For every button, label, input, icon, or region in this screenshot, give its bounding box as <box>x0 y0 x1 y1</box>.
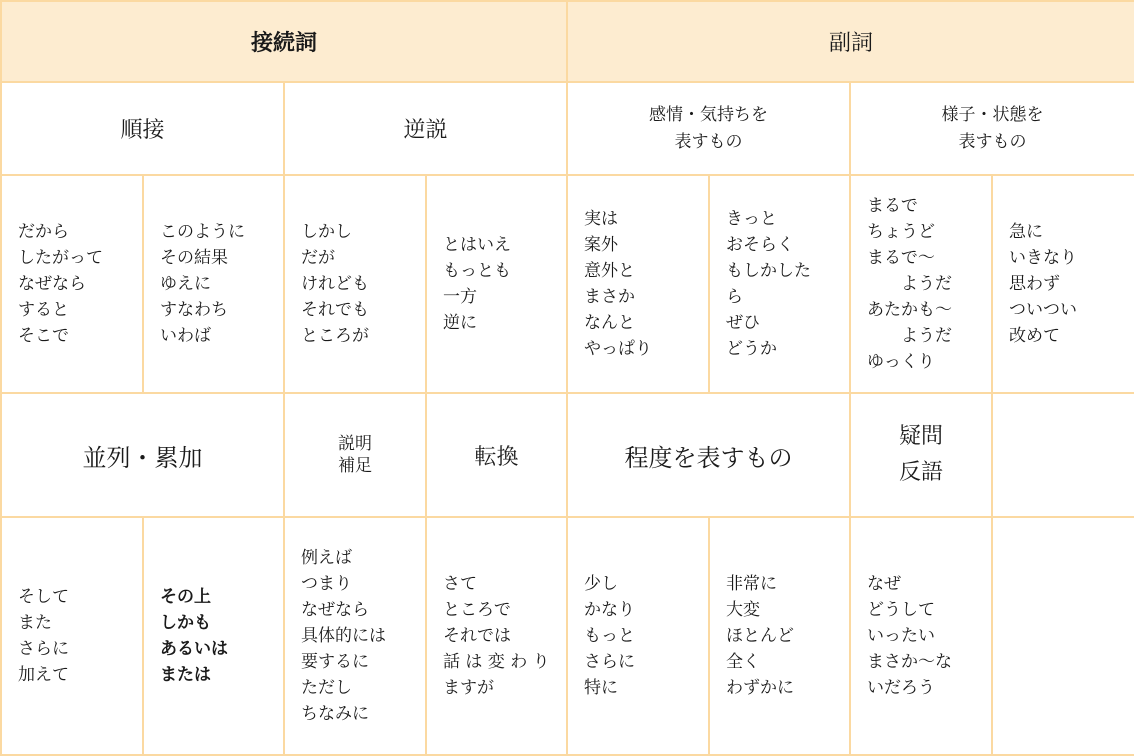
word-item: それでも <box>301 300 369 320</box>
word-item: つまり <box>301 574 352 594</box>
word-item: ただし <box>301 678 352 698</box>
word-item: まさか～な <box>867 652 953 672</box>
gimon-header-line1: 疑問 <box>899 424 944 449</box>
word-item: なぜなら <box>18 274 86 294</box>
setsumei-header <box>284 393 426 517</box>
setsumei-list <box>284 517 426 755</box>
word-item: 全く <box>726 652 761 672</box>
word-item: また <box>18 613 52 633</box>
word-item: だが <box>301 248 335 268</box>
word-item: 急に <box>1009 222 1044 242</box>
word-item: あるいは <box>160 639 228 659</box>
gimon-header <box>850 393 992 517</box>
word-item: しかも <box>160 613 211 633</box>
word-item: いわば <box>160 326 211 346</box>
word-item: 加えて <box>18 665 69 685</box>
feelings-list-b <box>709 175 850 393</box>
word-item: わずかに <box>726 678 795 698</box>
word-item: なんと <box>584 313 636 333</box>
state-list-a <box>850 175 992 393</box>
state-list-b <box>992 175 1134 393</box>
word-item: このように <box>160 222 245 242</box>
word-item: なぜ <box>867 574 902 594</box>
word-item: 大変 <box>726 600 761 620</box>
word-item: いったい <box>867 626 936 646</box>
junsetsu-list-a <box>1 175 143 393</box>
word-item: その結果 <box>160 248 228 268</box>
teido-list-b <box>709 517 850 755</box>
word-item: かなり <box>584 600 636 620</box>
word-item: 非常に <box>726 574 778 594</box>
word-item: 例えば <box>301 548 352 568</box>
word-item: ちなみに <box>301 704 369 724</box>
setsumei-header-line2: 補足 <box>338 456 372 476</box>
word-item: けれども <box>301 274 369 294</box>
word-item: 改めて <box>1009 326 1061 346</box>
word-item: そして <box>18 587 69 607</box>
word-item: 意外と <box>584 261 636 281</box>
word-item: まさか <box>584 287 636 307</box>
word-item: すなわち <box>160 300 228 320</box>
word-item: まるで～ <box>867 248 935 268</box>
teido-list-a <box>567 517 709 755</box>
word-item: あたかも～ <box>867 300 953 320</box>
state-header <box>850 82 1134 175</box>
word-item: それでは <box>443 626 511 646</box>
word-item: さらに <box>18 639 69 659</box>
word-item: ところで <box>443 600 511 620</box>
word-item: ようだ <box>867 326 953 346</box>
word-item: 具体的には <box>301 626 386 646</box>
word-item: 話 は 変 わ り <box>443 652 550 672</box>
setsumei-header-line1: 説明 <box>338 434 372 454</box>
word-item: ら <box>726 287 744 307</box>
word-item: ゆっくり <box>867 352 935 372</box>
feelings-list-a <box>567 175 709 393</box>
junsetsu-list-b <box>143 175 284 393</box>
word-item: どうして <box>867 600 936 620</box>
word-item: ところが <box>301 326 369 346</box>
junsetsu-header: 順接 <box>1 82 284 175</box>
word-item: まるで <box>867 196 918 216</box>
word-item: だから <box>18 222 69 242</box>
word-item: その上 <box>160 587 211 607</box>
word-item: やっぱり <box>584 339 653 359</box>
word-item: 思わず <box>1009 274 1061 294</box>
gimon-list <box>850 517 992 755</box>
word-item: もしかした <box>726 261 812 281</box>
gyakusetsu-list-a <box>284 175 426 393</box>
word-item: もっと <box>584 626 636 646</box>
word-item: もっとも <box>443 261 511 281</box>
word-item: どうか <box>726 339 778 359</box>
gyakusetsu-list-b <box>426 175 567 393</box>
gimon-header-line2: 反語 <box>899 460 944 485</box>
word-item: 要するに <box>301 652 369 672</box>
feelings-header-line2: 表すもの <box>674 131 743 152</box>
word-item: ようだ <box>867 274 953 294</box>
empty-cell <box>992 517 1134 755</box>
word-item: または <box>160 665 211 685</box>
tenkan-list <box>426 517 567 755</box>
word-item: ちょうど <box>867 222 936 242</box>
word-item: したがって <box>18 248 103 268</box>
word-item: ついつい <box>1009 300 1078 320</box>
word-item: きっと <box>726 209 778 229</box>
state-header-line1: 様子・状態を <box>941 104 1044 125</box>
adverb-header: 副詞 <box>567 1 1134 82</box>
conjunction-header: 接続詞 <box>1 1 567 82</box>
word-item: とはいえ <box>443 235 511 255</box>
word-item: ゆえに <box>160 274 211 294</box>
word-item: おそらく <box>726 235 795 255</box>
word-item: 案外 <box>584 235 619 255</box>
word-item: いだろう <box>867 678 936 698</box>
word-item: さて <box>443 574 477 594</box>
state-header-line2: 表すもの <box>958 131 1027 152</box>
word-item: なぜなら <box>301 600 369 620</box>
word-item: さらに <box>584 652 636 672</box>
tenkan-header: 転換 <box>426 393 567 517</box>
word-item: 逆に <box>443 313 477 333</box>
word-item: いきなり <box>1009 248 1078 268</box>
heiretsu-list-a <box>1 517 143 755</box>
word-item: ほとんど <box>726 626 795 646</box>
heiretsu-list-b <box>143 517 284 755</box>
feelings-header-line1: 感情・気持ちを <box>649 104 769 125</box>
word-item: すると <box>18 300 69 320</box>
word-item: 実は <box>584 209 619 229</box>
word-item: 特に <box>584 678 619 698</box>
word-item: 少し <box>584 574 619 594</box>
heiretsu-header: 並列・累加 <box>1 393 284 517</box>
word-item: ぜひ <box>726 313 761 333</box>
gyakusetsu-header: 逆説 <box>284 82 567 175</box>
word-item: そこで <box>18 326 69 346</box>
teido-header: 程度を表すもの <box>567 393 850 517</box>
feelings-header <box>567 82 850 175</box>
word-item: ますが <box>443 678 494 698</box>
word-item: しかし <box>301 222 352 242</box>
empty-cell <box>992 393 1134 517</box>
word-item: 一方 <box>443 287 477 307</box>
